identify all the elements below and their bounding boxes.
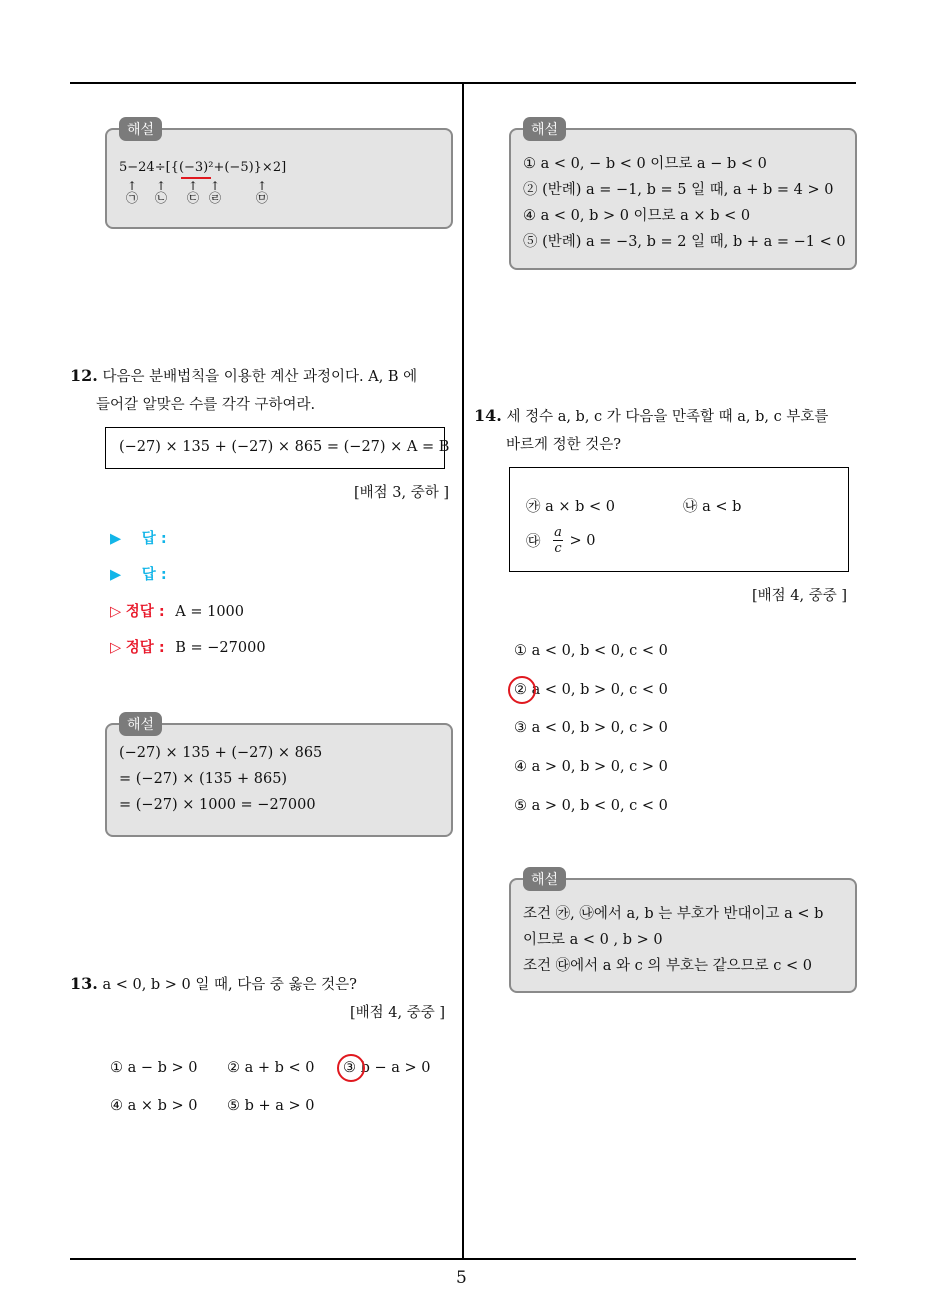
solution-expression: 5−24÷[{(−3)²+(−5)}×2] bbox=[119, 160, 287, 175]
q14-solution-line-2: 이므로 a < 0 , b > 0 bbox=[523, 932, 663, 948]
q12-answer-row-1 bbox=[110, 527, 167, 548]
selected-answer-circle bbox=[508, 676, 536, 704]
q12-equation-box bbox=[105, 427, 450, 469]
q13-solution-line-4: ⑤ (반례) a = −3, b = 2 일 때, b + a = −1 < 0 bbox=[523, 234, 846, 250]
q12-answer-label-1: 답 : bbox=[141, 531, 167, 547]
q12-number: 12. bbox=[70, 366, 98, 385]
q12-score: [배점 3, 중하 ] bbox=[354, 485, 450, 501]
solution-tag: 해설 bbox=[523, 867, 566, 891]
bottom-rule bbox=[70, 1258, 856, 1260]
q12-solution-line-3: = (−27) × 1000 = −27000 bbox=[119, 797, 316, 813]
play-icon: ▶ bbox=[110, 531, 122, 547]
q12-text-line2: 들어갈 알맞은 수를 각각 구하여라. bbox=[96, 397, 316, 413]
arrow-2: ↑ bbox=[155, 179, 167, 193]
q14-condition-1: ㉮ a × b < 0 bbox=[526, 499, 615, 515]
q13-solution-line-3: ④ a < 0, b > 0 이므로 a × b < 0 bbox=[523, 208, 751, 224]
marker-2: ㉡ bbox=[154, 191, 167, 205]
q13-choice-2[interactable]: ② a + b < 0 bbox=[227, 1060, 315, 1076]
q14-solution-line-1: 조건 ㉮, ㉯에서 a, b 는 부호가 반대이고 a < b bbox=[523, 906, 824, 922]
q14-condition-2: ㉯ a < b bbox=[683, 499, 742, 515]
q13-solution-line-2: ② (반례) a = −1, b = 5 일 때, a + b = 4 > 0 bbox=[523, 182, 834, 198]
fraction-denominator: c bbox=[554, 541, 562, 556]
q12-correct-answer-1: A = 1000 bbox=[175, 604, 244, 620]
q12-answer-row-2 bbox=[110, 563, 167, 584]
q14-number: 14. bbox=[474, 406, 502, 425]
solution-box-q12 bbox=[105, 723, 453, 837]
q13-score: [배점 4, 중중 ] bbox=[350, 1005, 446, 1021]
page-number: 5 bbox=[456, 1268, 467, 1288]
q13-choice-4[interactable]: ④ a × b > 0 bbox=[110, 1098, 198, 1114]
column-divider bbox=[462, 82, 464, 1259]
q12-correct-label-1: 정답 : bbox=[125, 604, 165, 620]
q13-choice-5[interactable]: ⑤ b + a > 0 bbox=[227, 1098, 315, 1114]
q13-solution-line-1: ① a < 0, − b < 0 이므로 a − b < 0 bbox=[523, 156, 767, 172]
q14-text-line2: 바르게 정한 것은? bbox=[506, 437, 622, 453]
marker-1: ㉠ bbox=[125, 191, 138, 205]
q12-text-line1: 다음은 분배법칙을 이용한 계산 과정이다. A, B 에 bbox=[102, 369, 418, 385]
outline-play-icon: ▷ bbox=[110, 640, 122, 656]
solution-box-q14 bbox=[509, 878, 857, 993]
q14-choice-3[interactable]: ③ a < 0, b > 0, c > 0 bbox=[514, 720, 668, 736]
q14-choice-4[interactable]: ④ a > 0, b > 0, c > 0 bbox=[514, 759, 668, 775]
marker-5: ㉤ bbox=[255, 191, 268, 205]
q12-equation: (−27) × 135 + (−27) × 865 = (−27) × A = B bbox=[119, 439, 450, 455]
q14-choice-1[interactable]: ① a < 0, b < 0, c < 0 bbox=[514, 643, 668, 659]
q14-question bbox=[474, 402, 864, 459]
arrow-3: ↑ bbox=[187, 179, 199, 193]
selected-answer-circle bbox=[337, 1054, 365, 1082]
marker-3: ㉢ bbox=[186, 191, 199, 205]
q12-correct-row-2 bbox=[110, 636, 266, 657]
q12-correct-row-1 bbox=[110, 600, 244, 621]
q13-choice-1[interactable]: ① a − b > 0 bbox=[110, 1060, 198, 1076]
q12-correct-answer-2: B = −27000 bbox=[175, 640, 266, 656]
fraction-rest: > 0 bbox=[569, 532, 596, 549]
solution-tag: 해설 bbox=[119, 117, 162, 141]
q12-correct-label-2: 정답 : bbox=[125, 640, 165, 656]
solution-tag: 해설 bbox=[119, 712, 162, 736]
q13-question bbox=[70, 970, 456, 999]
q14-condition-box bbox=[509, 467, 849, 572]
q14-score: [배점 4, 중중 ] bbox=[752, 588, 848, 604]
q14-condition-3-label: ㉰ bbox=[526, 534, 541, 550]
q12-solution-line-2: = (−27) × (135 + 865) bbox=[119, 771, 288, 787]
arrow-5: ↑ bbox=[256, 179, 268, 193]
q14-choice-5[interactable]: ⑤ a > 0, b < 0, c < 0 bbox=[514, 798, 668, 814]
q12-solution-line-1: (−27) × 135 + (−27) × 865 bbox=[119, 745, 323, 761]
q14-choice-2[interactable]: ② a < 0, b > 0, c < 0 bbox=[514, 682, 668, 698]
outline-play-icon: ▷ bbox=[110, 604, 122, 620]
solution-box-q11 bbox=[105, 128, 453, 229]
fraction-numerator: a bbox=[554, 525, 562, 540]
q12-answer-label-2: 답 : bbox=[141, 567, 167, 583]
play-icon: ▶ bbox=[110, 567, 122, 583]
q14-fraction bbox=[553, 525, 563, 556]
q13-number: 13. bbox=[70, 974, 98, 993]
q13-text: a < 0, b > 0 일 때, 다음 중 옳은 것은? bbox=[102, 977, 357, 993]
q14-condition-3 bbox=[526, 525, 595, 556]
solution-tag: 해설 bbox=[523, 117, 566, 141]
q13-choice-3[interactable]: ③ b − a > 0 bbox=[343, 1060, 431, 1076]
q14-text-line1: 세 정수 a, b, c 가 다음을 만족할 때 a, b, c 부호를 bbox=[506, 409, 829, 425]
arrow-4: ↑ bbox=[209, 179, 221, 193]
arrow-1: ↑ bbox=[126, 179, 138, 193]
q12-question bbox=[70, 362, 456, 419]
marker-4: ㉣ bbox=[208, 191, 221, 205]
q14-solution-line-3: 조건 ㉰에서 a 와 c 의 부호는 같으므로 c < 0 bbox=[523, 958, 812, 974]
solution-box-q13 bbox=[509, 128, 857, 270]
